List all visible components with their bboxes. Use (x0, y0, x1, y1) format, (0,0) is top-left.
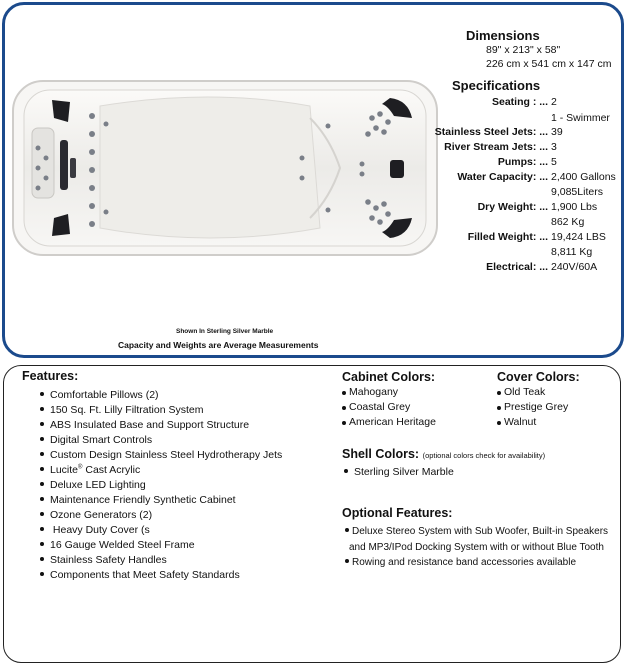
dimensions-metric: 226 cm x 541 cm x 147 cm (486, 58, 612, 70)
spec-row-pumps (0, 156, 626, 170)
cabinet-color-item: American Heritage (342, 416, 436, 428)
bullet-icon (342, 391, 346, 395)
bullet-icon (40, 467, 44, 471)
feature-item: 150 Sq. Ft. Lilly Filtration System (40, 404, 203, 416)
spec-label: Stainless Steel Jets: ... (434, 126, 548, 138)
cover-color-item: Walnut (497, 416, 536, 428)
cabinet-colors-title: Cabinet Colors: (342, 370, 436, 384)
bullet-icon (40, 542, 44, 546)
spec-value: 240V/60A (551, 261, 598, 273)
cabinet-color-item: Mahogany (342, 386, 398, 398)
spec-value: 9,085Liters (551, 186, 603, 198)
feature-item: ABS Insulated Base and Support Structure (40, 419, 249, 431)
cover-color-item: Prestige Grey (497, 401, 568, 413)
bullet-icon (40, 557, 44, 561)
feature-item: Digital Smart Controls (40, 434, 152, 446)
bullet-icon (344, 469, 348, 473)
feature-item: Lucite® Cast Acrylic (40, 464, 140, 476)
bullet-icon (40, 482, 44, 486)
spec-value: 3 (551, 141, 557, 153)
specifications-title: Specifications (452, 78, 541, 93)
dimensions-title: Dimensions (466, 28, 540, 43)
spec-label: Pumps: ... (497, 156, 548, 168)
optional-features-title: Optional Features: (342, 506, 453, 520)
shell-colors-note: (optional colors check for availability) (422, 451, 546, 460)
bullet-icon (497, 421, 501, 425)
spec-label: Filled Weight: ... (467, 231, 548, 243)
features-title: Features: (22, 369, 79, 383)
shell-colors-title: Shell Colors: (optional colors check for availability) (342, 447, 546, 461)
feature-item: Components that Meet Safety Standards (40, 569, 240, 581)
feature-item: 16 Gauge Welded Steel Frame (40, 539, 195, 551)
spec-value: 5 (551, 156, 557, 168)
bullet-icon (497, 406, 501, 410)
spec-label: Electrical: ... (486, 261, 548, 273)
feature-item: Custom Design Stainless Steel Hydrotherapy Jets (40, 449, 282, 461)
bullet-icon (342, 421, 346, 425)
image-caption: Shown In Sterling Silver Marble (176, 328, 274, 335)
bullet-icon (40, 437, 44, 441)
spec-label: Dry Weight: ... (477, 201, 548, 213)
bullet-icon (40, 572, 44, 576)
bullet-icon (40, 452, 44, 456)
optional-feature-item: Rowing and resistance band accessories available (345, 555, 576, 571)
cabinet-color-item: Coastal Grey (342, 401, 410, 413)
feature-item: Comfortable Pillows (2) (40, 389, 159, 401)
bullet-icon (345, 559, 349, 563)
spec-row-river-jets (0, 141, 626, 155)
spec-row-stainless-jets (0, 126, 626, 140)
spec-value: 862 Kg (551, 216, 585, 228)
bullet-icon (40, 527, 44, 531)
bullet-icon (40, 497, 44, 501)
spec-label: River Stream Jets: ... (444, 141, 548, 153)
spec-row-electrical (0, 261, 626, 275)
spec-value: 39 (551, 126, 563, 138)
feature-item: Stainless Safety Handles (40, 554, 167, 566)
spec-label: Seating : ... (491, 96, 548, 108)
shell-color-item: Sterling Silver Marble (344, 466, 454, 478)
cover-colors-title: Cover Colors: (497, 370, 580, 384)
cover-color-item: Old Teak (497, 386, 545, 398)
spec-value: 1 - Swimmer (551, 112, 610, 124)
spec-value: 1,900 Lbs (551, 201, 598, 213)
spec-value: 2,400 Gallons (551, 171, 616, 183)
bullet-icon (497, 391, 501, 395)
bullet-icon (40, 422, 44, 426)
feature-item: Maintenance Friendly Synthetic Cabinet (40, 494, 236, 506)
spec-value: 2 (551, 96, 557, 108)
bullet-icon (40, 407, 44, 411)
dimensions-imperial: 89" x 213" x 58" (486, 44, 561, 56)
optional-feature-item-continued: and MP3/IPod Docking System with or without Blue Tooth (349, 542, 604, 553)
optional-feature-item: Deluxe Stereo System with Sub Woofer, Built-in Speakers (345, 524, 608, 540)
spec-value: 19,424 LBS (551, 231, 606, 243)
spec-label: Water Capacity: ... (457, 171, 548, 183)
feature-item: Deluxe LED Lighting (40, 479, 146, 491)
feature-item: Ozone Generators (2) (40, 509, 152, 521)
spec-value: 8,811 Kg (551, 246, 593, 258)
feature-item: Heavy Duty Cover (s (40, 524, 150, 536)
measurement-note: Capacity and Weights are Average Measurements (118, 340, 319, 350)
bullet-icon (342, 406, 346, 410)
bullet-icon (40, 512, 44, 516)
bullet-icon (345, 528, 349, 532)
bullet-icon (40, 392, 44, 396)
